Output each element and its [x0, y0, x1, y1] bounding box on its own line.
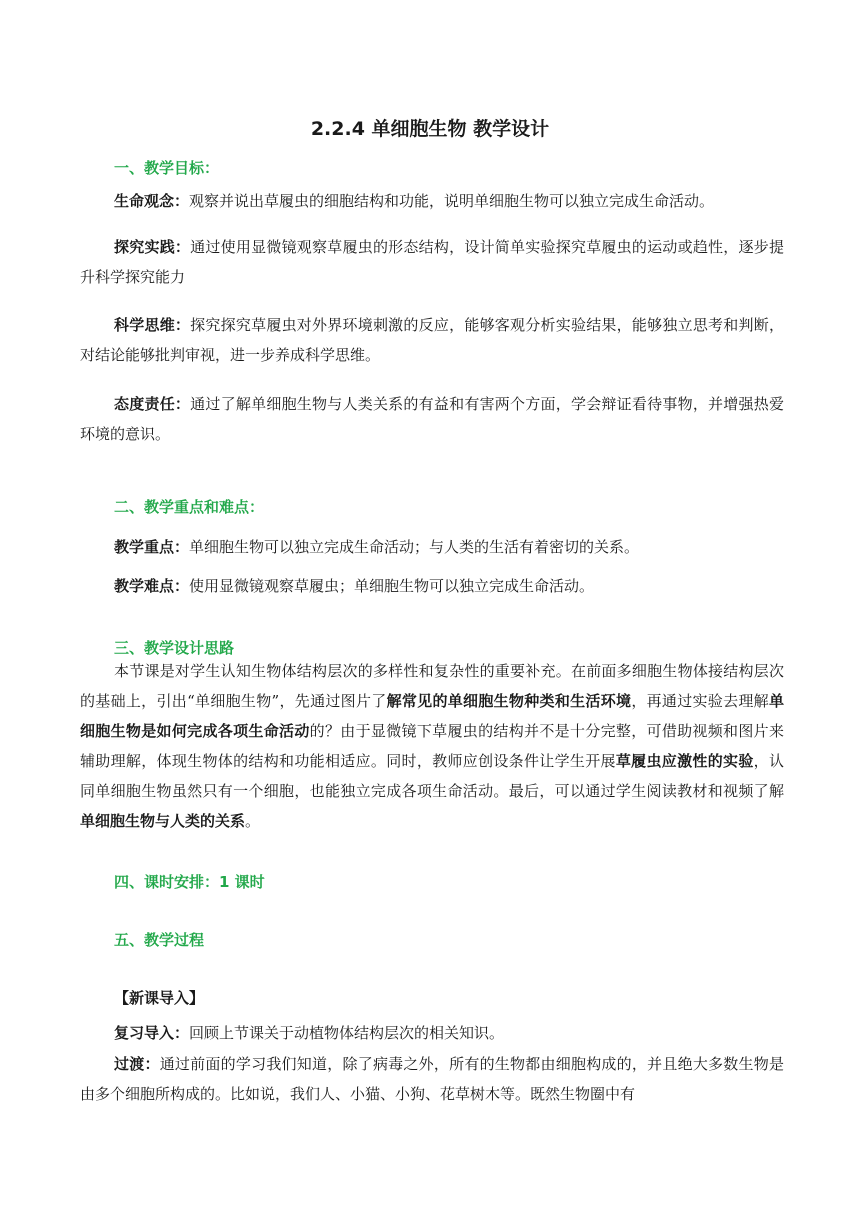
heading-key-points: 二、教学重点和难点： — [114, 498, 265, 516]
heading-teaching-process: 五、教学过程 — [114, 931, 205, 949]
difficult-point-label: 教学难点： — [114, 577, 190, 595]
design-ideas-paragraph — [80, 656, 784, 836]
goal-text: 通过使用显微镜观察草履虫的形态结构，设计简单实验探究草履虫的运动或趋性，逐步提升科学探究能力 — [80, 238, 784, 286]
difficult-point-text: 使用显微镜观察草履虫；单细胞生物可以独立完成生命活动。 — [189, 577, 595, 595]
heading-design-ideas: 三、教学设计思路 — [114, 639, 235, 657]
paragraph-text: ，认同单细胞生物虽然只有一个细胞，也能独立完成各项生命活动。最后，可以通过学生阅读教材和视频了解 — [80, 752, 784, 800]
difficult-point — [80, 571, 784, 601]
paragraph-text: 的？由于显微镜下草履虫的结构并不是十分完整，可借助视频和图片来辅助理解，体现生物体的结构和功能相适应。同时，教师应创设条件让学生开展 — [80, 722, 784, 770]
goal-text: 探究探究草履虫对外界环境刺激的反应，能够客观分析实验结果，能够独立思考和判断，对结论能够批判审视，进一步养成科学思维。 — [80, 316, 784, 364]
paragraph-text: 。 — [245, 812, 261, 830]
emphasis-text: 解常见的单细胞生物种类和生活环境 — [386, 692, 632, 710]
goal-text: 通过了解单细胞生物与人类关系的有益和有害两个方面，学会辩证看待事物，并增强热爱环境的意识。 — [80, 395, 784, 443]
emphasis-text: 单细胞生物与人类的关系 — [80, 812, 246, 830]
emphasis-text: 草履虫应激性的实验 — [615, 752, 754, 770]
heading-teaching-goals: 一、教学目标： — [114, 159, 220, 177]
goal-text: 观察并说出草履虫的细胞结构和功能，说明单细胞生物可以独立完成生命活动。 — [189, 192, 715, 210]
goal-label: 科学思维： — [114, 316, 191, 334]
key-point-label: 教学重点： — [114, 538, 190, 556]
review-intro — [80, 1018, 784, 1048]
document-title: 2.2.4 单细胞生物 教学设计 — [310, 118, 550, 140]
key-point — [80, 532, 784, 562]
goal-label: 态度责任： — [114, 395, 191, 413]
transition-paragraph — [80, 1049, 784, 1109]
goal-label: 生命观念： — [114, 192, 190, 210]
review-label: 复习导入： — [114, 1024, 190, 1042]
paragraph-text: 本节课是对学生认知生物体结构层次的多样性和复杂性的重要补充。在前面多细胞生物体接结构层次的基础上，引出“单细胞生物”，先通过图片了 — [80, 662, 784, 710]
subheading-new-lesson-intro: 【新课导入】 — [114, 989, 205, 1007]
goal-life-concept — [80, 186, 784, 216]
transition-text: 通过前面的学习我们知道，除了病毒之外，所有的生物都由细胞构成的，并且绝大多数生物是由多个细胞所构成的。比如说，我们人、小猫、小狗、花草树木等。既然生物圈中有 — [80, 1055, 784, 1103]
transition-label: 过渡： — [114, 1055, 160, 1073]
heading-class-hours: 四、课时安排：1 课时 — [114, 873, 265, 891]
goal-scientific-thinking — [80, 310, 784, 370]
key-point-text: 单细胞生物可以独立完成生命活动；与人类的生活有着密切的关系。 — [189, 538, 640, 556]
goal-attitude-responsibility — [80, 389, 784, 449]
paragraph-text: ，再通过实验去理解 — [631, 692, 769, 710]
goal-label: 探究实践： — [114, 238, 191, 256]
emphasis-text: 单细胞生物是如何完成各项生命活动 — [80, 692, 784, 740]
review-text: 回顾上节课关于动植物体结构层次的相关知识。 — [189, 1024, 505, 1042]
goal-inquiry-practice — [80, 232, 784, 292]
